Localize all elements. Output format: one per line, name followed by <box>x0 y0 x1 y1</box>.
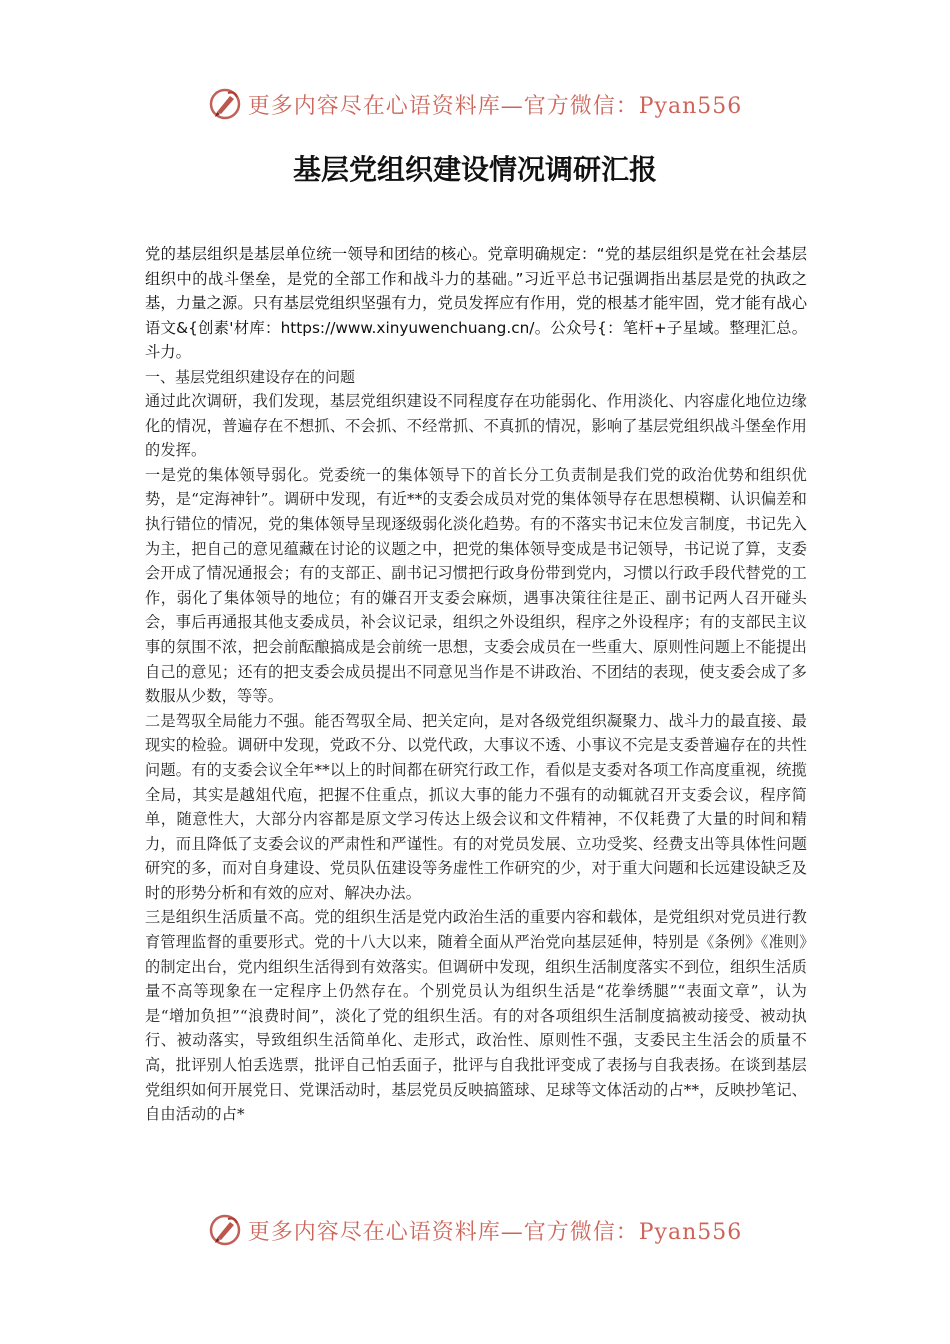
body-paragraph: 二是驾驭全局能力不强。能否驾驭全局、把关定向，是对各级党组织凝聚力、战斗力的最直接、最现实的检验。调研中发现，党政不分、以党代政，大事议不透、小事议不完是支委普遍存在的共性问题。有的支委会议全年**以上的时间都在研究行政工作，看似是支委对各项工作高度重视，统揽全局，其实是越俎代庖，把握不住重点，抓议大事的能力不强有的动辄就召开支委会议，程序简单，随意性大，大部分内容都是原文学习传达上级会议和文件精神，不仅耗费了大量的时间和精力，而且降低了支委会议的严肃性和严谨性。有的对党员发展、立功受奖、经费支出等具体性问题研究的多，而对自身建设、党员队伍建设等务虚性工作研究的少，对于重大问题和长远建设缺乏及时的形势分析和有效的应对、解决办法。 <box>145 711 807 902</box>
body-paragraph: 通过此次调研，我们发现，基层党组织建设不同程度存在功能弱化、作用淡化、内容虚化地位边缘化的情况，普遍存在不想抓、不会抓、不经常抓、不真抓的情况，影响了基层党组织战斗堡垒作用的发挥。 <box>145 392 807 460</box>
page-title: 基层党组织建设情况调研汇报 <box>292 153 657 186</box>
pen-logo-icon <box>208 1213 242 1247</box>
banner-text: 更多内容尽在心语资料库—官方微信：Pyan556 <box>247 1219 743 1245</box>
section-heading: 一、基层党组织建设存在的问题 <box>145 367 356 386</box>
body-paragraph: 三是组织生活质量不高。党的组织生活是党内政治生活的重要内容和载体，是党组织对党员进行教育管理监督的重要形式。党的十八大以来，随着全面从严治党向基层延伸，特别是《条例》《准则》的制定出台，党内组织生活得到有效落实。但调研中发现，组织生活制度落实不到位，组织生活质量不高等现象在一定程序上仍然存在。个别党员认为组织生活是“花拳绣腿”“表面文章”，认为是“增加负担”“浪费时间”，淡化了党的组织生活。有的对各项组织生活制度搞被动接受、被动执行、被动落实，导致组织生活简单化、走形式，政治性、原则性不强，支委民主生活会的质量不高，批评别人怕丢选票，批评自己怕丢面子，批评与自我批评变成了表扬与自我表扬。在谈到基层党组织如何开展党日、党课活动时，基层党员反映搞篮球、足球等文体活动的占**，反映抄笔记、自由活动的占* <box>145 908 807 1124</box>
banner-text: 更多内容尽在心语资料库—官方微信：Pyan556 <box>247 93 743 119</box>
bottom-banner <box>0 1210 950 1250</box>
pen-logo-icon <box>208 87 242 121</box>
document-body <box>145 242 807 1127</box>
top-banner <box>0 84 950 124</box>
body-paragraph: 一是党的集体领导弱化。党委统一的集体领导下的首长分工负责制是我们党的政治优势和组织优势，是“定海神针”。调研中发现，有近**的支委会成员对党的集体领导存在思想模糊、认识偏差和执行错位的情况，党的集体领导呈现逐级弱化淡化趋势。有的不落实书记末位发言制度，书记先入为主，把自己的意见蕴藏在讨论的议题之中，把党的集体领导变成是书记领导，书记说了算，支委会开成了情况通报会；有的支部正、副书记习惯把行政身份带到党内，习惯以行政手段代替党的工作，弱化了集体领导的地位；有的嫌召开支委会麻烦，遇事决策往往是正、副书记两人召开碰头会，事后再通报其他支委成员，补会议记录，组织之外设组织，程序之外设程序；有的支部民主议事的氛围不浓，把会前酝酿搞成是会前统一思想，支委会成员在一些重大、原则性问题上不能提出自己的意见；还有的把支委会成员提出不同意见当作是不讲政治、不团结的表现，使支委会成了多数服从少数，等等。 <box>145 465 807 706</box>
intro-paragraph: 党的基层组织是基层单位统一领导和团结的核心。党章明确规定：“党的基层组织是党在社会基层组织中的战斗堡垒，是党的全部工作和战斗力的基础。”习近平总书记强调指出基层是党的执政之基，力量之源。只有基层党组织坚强有力，党员发挥应有作用，党的根基才能牢固，党才能有战心语文&{创素'材库：https://www.xinyuwenchuang.cn/。公众号{：笔杆+子星域。整理汇总。斗力。 <box>145 245 807 361</box>
